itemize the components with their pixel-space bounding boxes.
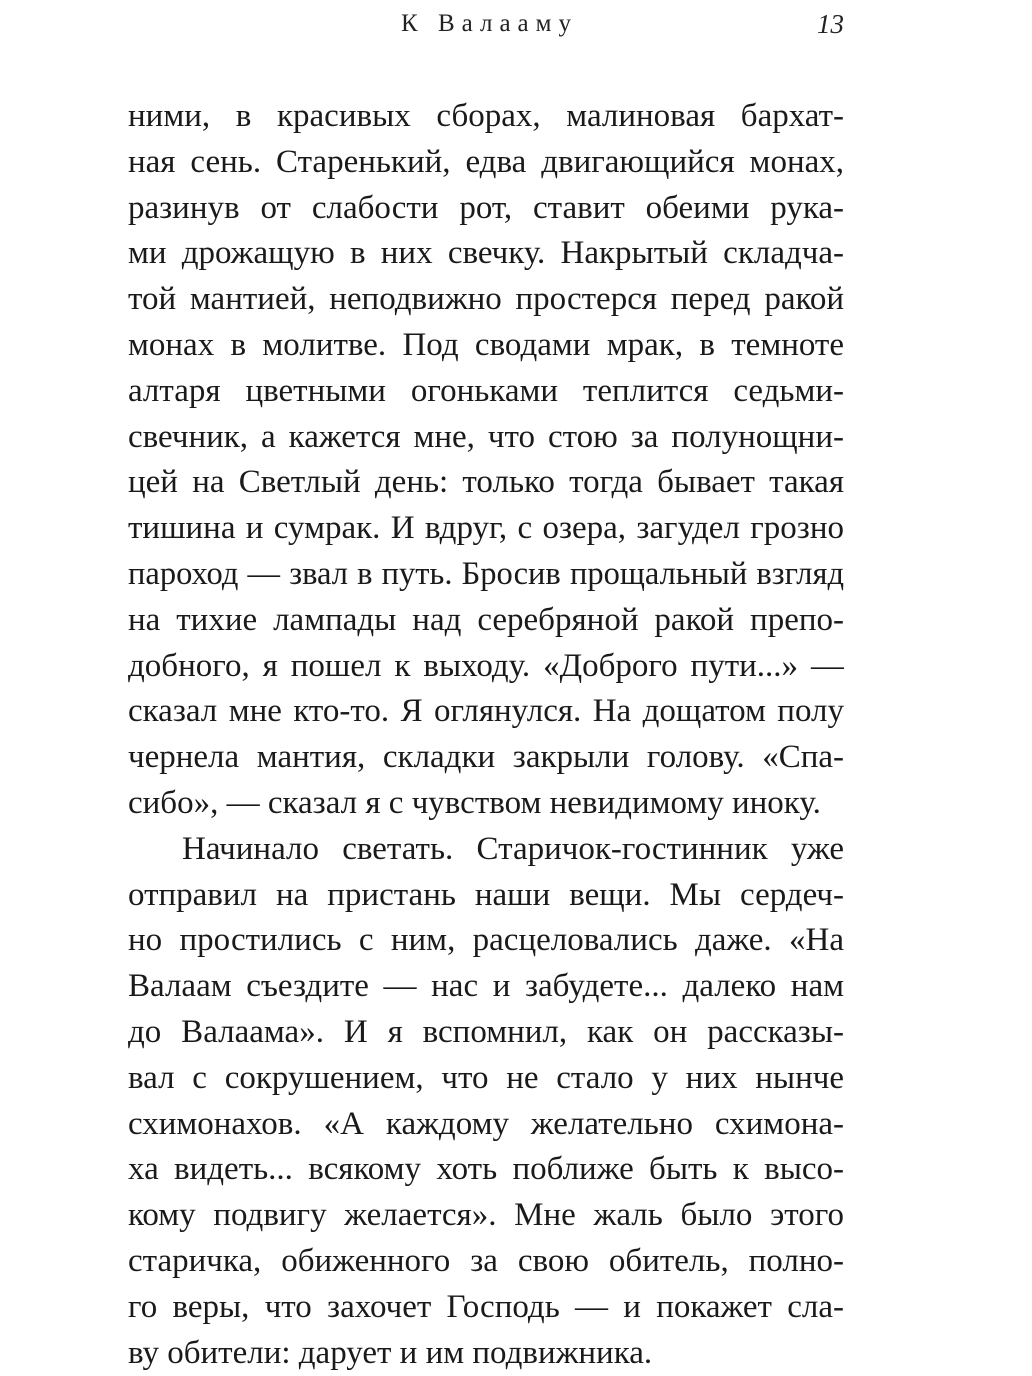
- text-line: ними, в красивых сборах, малиновая бархат-: [128, 98, 844, 134]
- body-text: [128, 94, 844, 1376]
- text-line: кому подвигу желается». Мне жаль было этого: [128, 1197, 844, 1234]
- text-line: монах в молитве. Под сводами мрак, в темноте: [128, 326, 844, 363]
- text-line: добного, я пошел к выходу. «Доброго пути...» —: [128, 647, 844, 684]
- text-line: тишина и сумрак. И вдруг, с озера, загудел грозно: [128, 510, 844, 547]
- text-line: Валаам съездите — нас и забудете... далеко нам: [128, 968, 844, 1005]
- running-head: [128, 6, 844, 46]
- text-line: пароход — звал в путь. Бросив прощальный взгляд: [128, 555, 844, 592]
- text-line: вал с сокрушением, что не стало у них нынче: [128, 1059, 844, 1096]
- text-line: сказал мне кто-то. Я оглянулся. На дощатом полу: [128, 693, 844, 730]
- text-line: ная сень. Старенький, едва двигающийся монах,: [128, 143, 844, 180]
- running-title: К Валааму: [401, 10, 578, 37]
- text-line: свечник, а кажется мне, что стою за полунощни-: [128, 418, 844, 455]
- text-line: ха видеть... всякому хоть поближе быть к высо-: [128, 1151, 844, 1188]
- text-line: но простились с ним, расцеловались даже. «На: [128, 922, 844, 959]
- paragraph-end-line: сибо», — сказал я с чувством невидимому иноку.: [128, 784, 821, 821]
- text-line: на тихие лампады над серебряной ракой препо-: [128, 601, 844, 638]
- text-line: до Валаама». И я вспомнил, как он рассказы-: [128, 1013, 844, 1050]
- text-line: алтаря цветными огоньками теплится седьми-: [128, 372, 844, 409]
- text-line: чернела мантия, складки закрыли голову. «Спа-: [128, 739, 844, 776]
- page-number: 13: [817, 9, 844, 39]
- text-line: старичка, обиженного за свою обитель, полно-: [128, 1242, 844, 1279]
- text-line: разинув от слабости рот, ставит обеими рука-: [128, 189, 844, 226]
- paragraph-end-line: ву обители: дарует и им подвижника.: [128, 1334, 653, 1371]
- text-line: цей на Светлый день: только тогда бывает такая: [128, 464, 844, 501]
- text-line: ми дрожащую в них свечку. Накрытый складча-: [128, 235, 844, 272]
- paragraph-start-line: Начинало светать. Старичок-гостинник уже: [182, 830, 844, 867]
- text-line: го веры, что захочет Господь — и покажет сла-: [128, 1288, 844, 1325]
- text-line: той мантией, неподвижно простерся перед ракой: [128, 281, 844, 318]
- text-line: схимонахов. «А каждому желательно схимона-: [128, 1105, 844, 1142]
- text-line: отправил на пристань наши вещи. Мы сердеч-: [128, 876, 844, 913]
